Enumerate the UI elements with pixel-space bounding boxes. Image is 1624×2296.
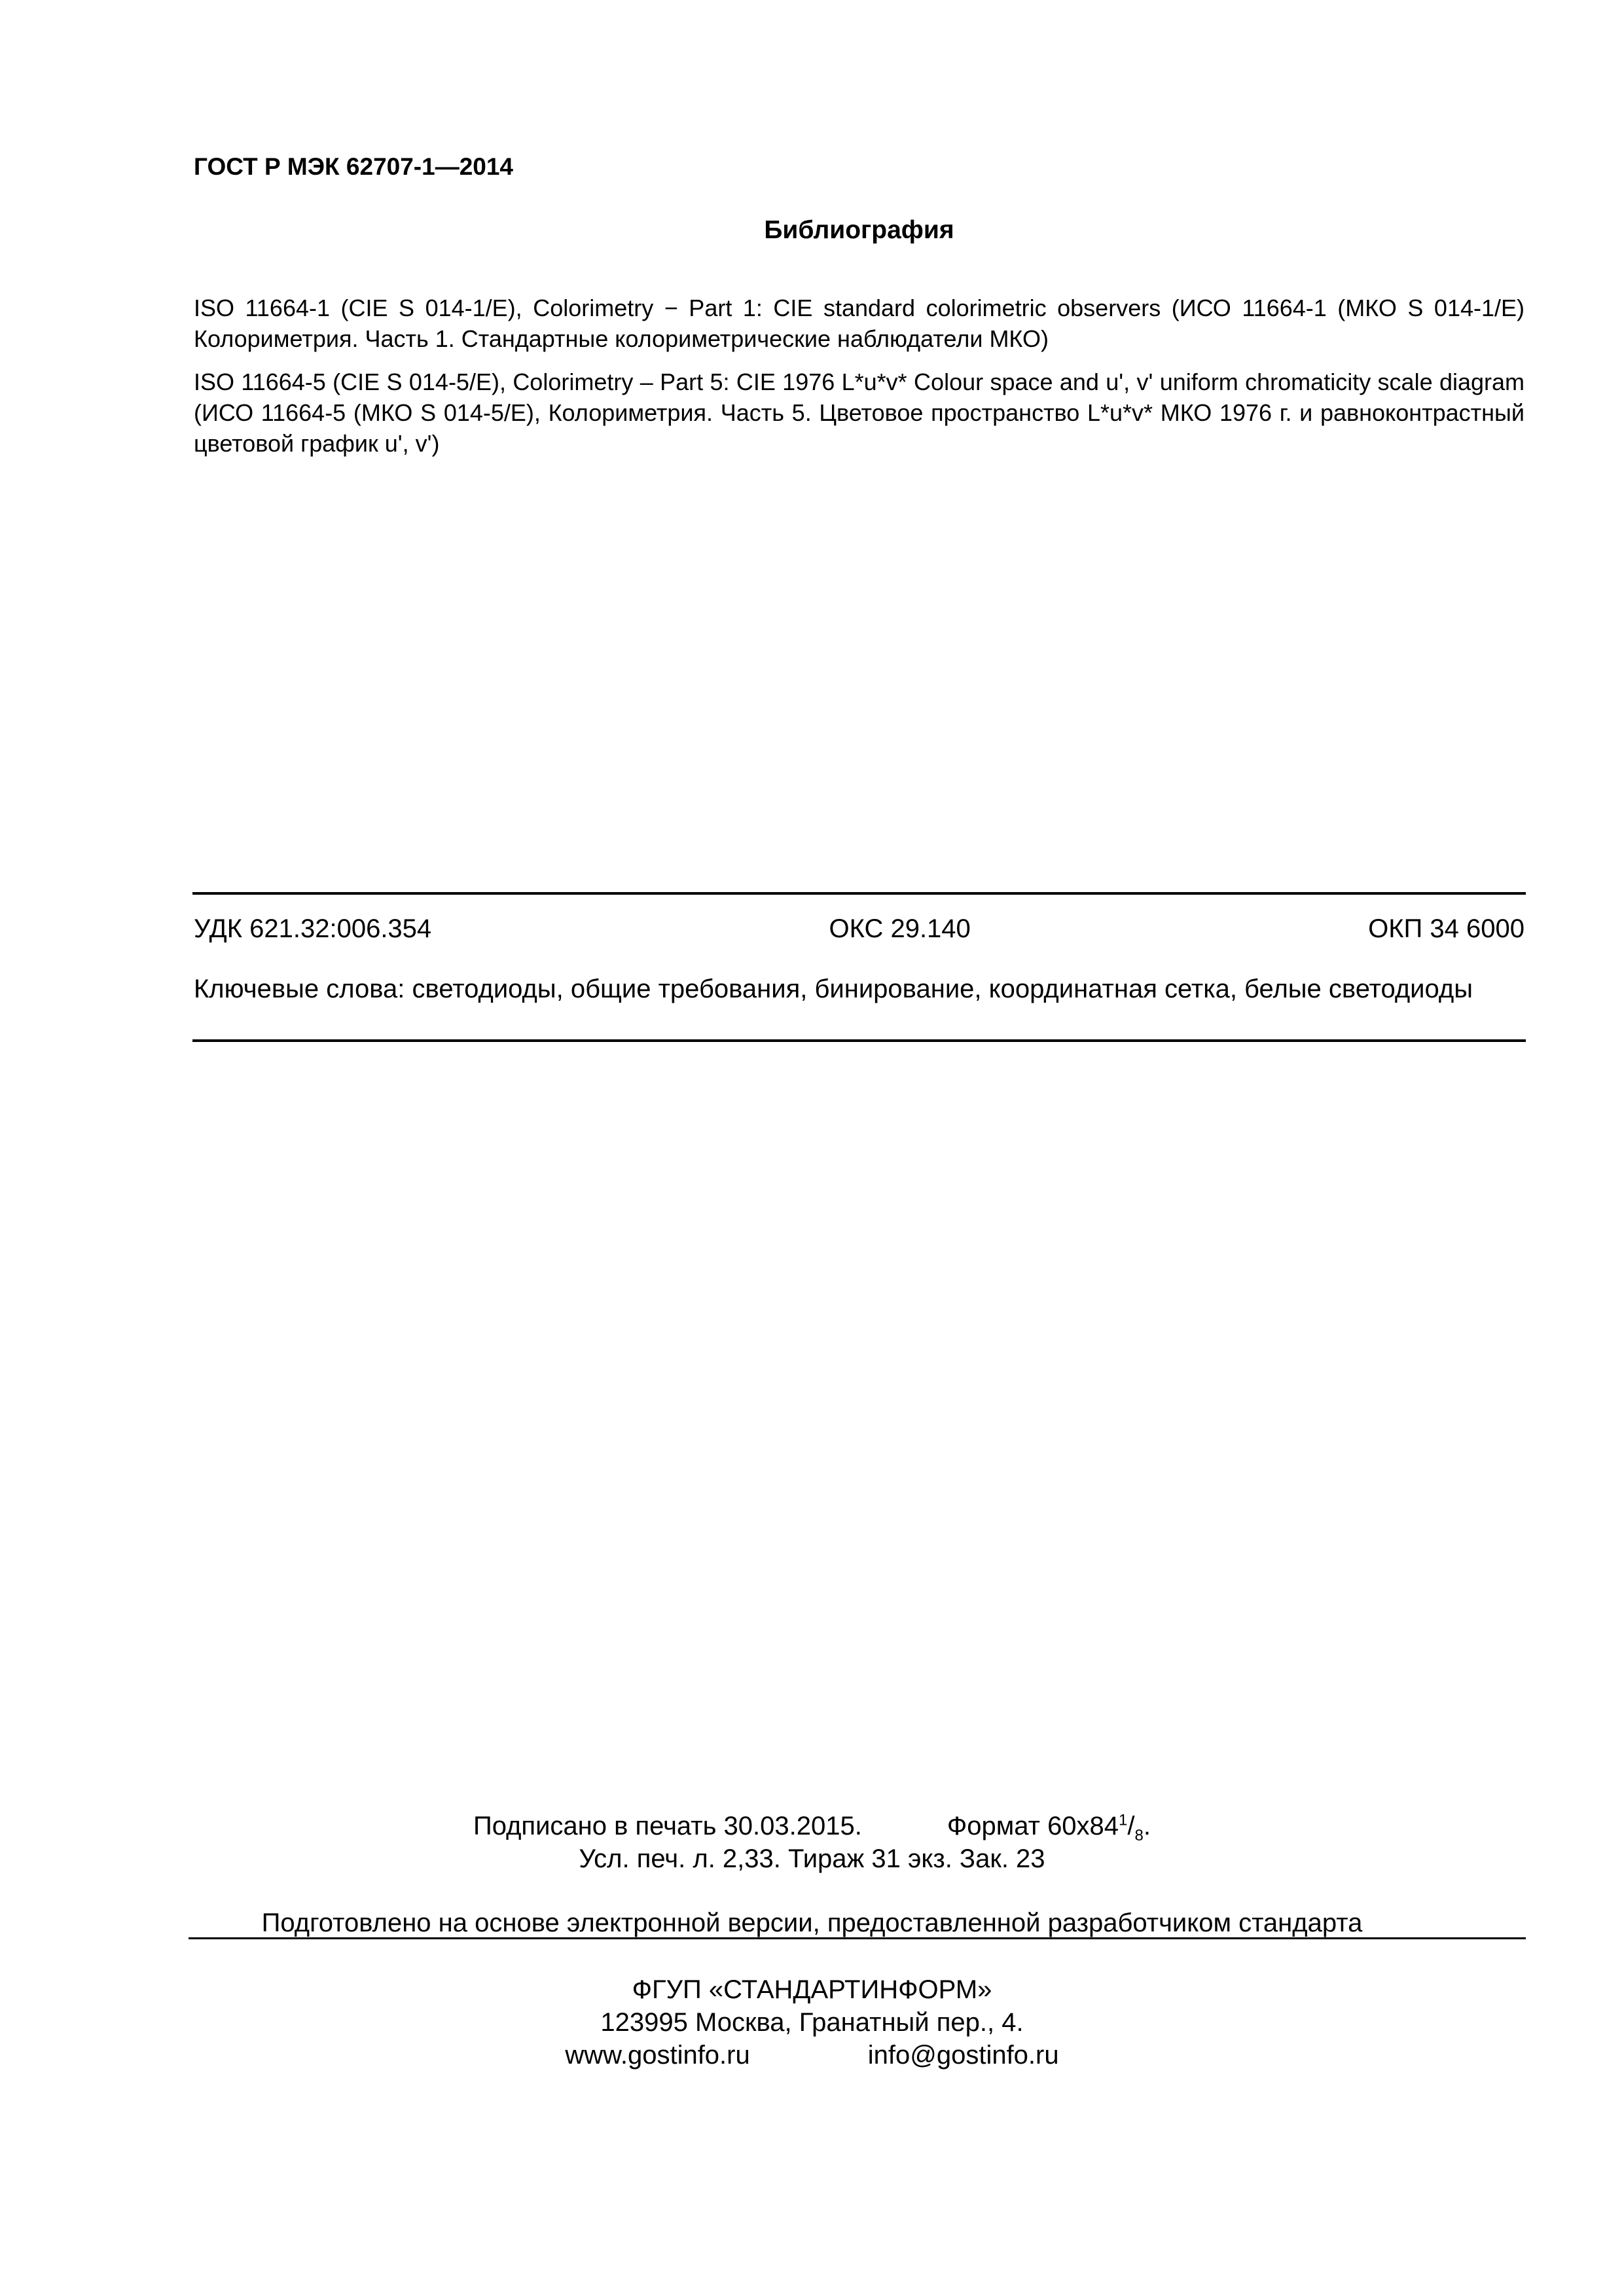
publisher-rule xyxy=(189,1937,1526,1939)
udk-code: УДК 621.32:006.354 xyxy=(194,914,432,943)
keywords: Ключевые слова: светодиоды, общие требования, бинирование, координатная сетка, белые светодиоды xyxy=(194,975,1473,1003)
format-numerator: 1 xyxy=(1119,1811,1128,1829)
publisher-name: ФГУП «СТАНДАРТИНФОРМ» xyxy=(632,1975,992,2004)
format-slash: / xyxy=(1127,1812,1135,1840)
imprint-print-details: Усл. печ. л. 2,33. Тираж 31 экз. Зак. 23 xyxy=(579,1844,1045,1873)
format-suffix: . xyxy=(1143,1812,1151,1840)
format-label xyxy=(947,1811,1151,1844)
classification-bottom-rule xyxy=(192,1039,1526,1042)
imprint-signed-line xyxy=(0,1810,1624,1842)
oks-code: ОКС 29.140 xyxy=(829,914,971,943)
bibliography-title: Библиография xyxy=(764,216,954,244)
standard-id-header: ГОСТ Р МЭК 62707-1—2014 xyxy=(194,153,514,180)
publisher-website-link[interactable]: www.gostinfo.ru xyxy=(565,2041,750,2070)
classification-codes-row xyxy=(194,913,1525,944)
prepared-note: Подготовлено на основе электронной версии, предоставленной разработчиком стандарта xyxy=(261,1909,1363,1937)
okp-code: ОКП 34 6000 xyxy=(1368,914,1525,943)
bibliography-entry: ISO 11664-1 (CIE S 014-1/E), Colorimetry − Part 1: CIE standard colorimetric observers (ИСО 11664-1 (МКО S 014-1/E) Колориметрия. Часть 1. Стандартные колориметрические наблюдатели МКО) xyxy=(194,295,1525,352)
signed-for-print: Подписано в печать 30.03.2015. xyxy=(473,1812,862,1840)
bibliography-entry: ISO 11664-5 (CIE S 014-5/E), Colorimetry – Part 5: CIE 1976 L*u*v* Colour space and u', v' uniform chromaticity scale diagram (ИСО 11664-5 (МКО S 014-5/E), Колориметрия. Часть 5. Цветовое пространство L*u*v* МКО 1976 г. и равноконтрастный цветовой график u', v') xyxy=(194,368,1525,457)
format-prefix: Формат 60x84 xyxy=(947,1812,1119,1840)
publisher-address: 123995 Москва, Гранатный пер., 4. xyxy=(600,2008,1024,2037)
publisher-email-link[interactable]: info@gostinfo.ru xyxy=(867,2041,1059,2070)
publisher-contacts xyxy=(0,2039,1624,2072)
classification-top-rule xyxy=(192,892,1526,895)
format-denominator: 8 xyxy=(1134,1827,1144,1844)
